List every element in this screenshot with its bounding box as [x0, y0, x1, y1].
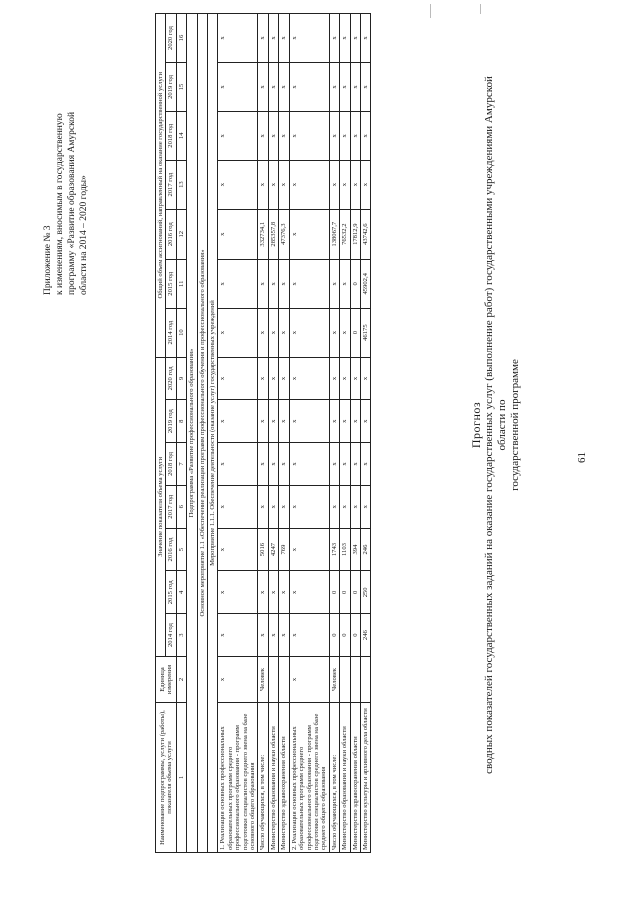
- row-value: 0: [350, 571, 360, 614]
- row-value: х: [279, 485, 289, 528]
- header-col-number: 9: [176, 357, 186, 400]
- header-col-number: 11: [176, 259, 186, 308]
- row-value: х: [218, 485, 258, 528]
- row-value: х: [258, 63, 268, 112]
- header-volume-group: Значение показателя объема услуги: [156, 357, 166, 656]
- row-value: х: [350, 485, 360, 528]
- title-line: Прогноз: [469, 401, 483, 449]
- row-value: х: [360, 400, 370, 443]
- row-value: х: [258, 571, 268, 614]
- appendix-line: к изменениям, вносимым в государственную: [55, 113, 65, 295]
- row-value: х: [218, 259, 258, 308]
- row-value: х: [360, 443, 370, 486]
- row-value: х: [268, 63, 278, 112]
- row-value: 0: [340, 614, 350, 657]
- row-unit: [279, 657, 289, 703]
- row-value: х: [218, 357, 258, 400]
- row-value: х: [289, 485, 329, 528]
- row-unit: Человек: [258, 657, 268, 703]
- row-name: Число обучающихся, в том числе:: [329, 703, 339, 853]
- row-value: х: [340, 308, 350, 357]
- row-value: х: [350, 443, 360, 486]
- row-value: х: [268, 259, 278, 308]
- row-value: х: [279, 308, 289, 357]
- appendix-header: [42, 55, 90, 295]
- row-value: х: [350, 357, 360, 400]
- row-value: х: [340, 14, 350, 63]
- row-value: х: [340, 63, 350, 112]
- table-row: [350, 14, 360, 853]
- header-col-number: 13: [176, 160, 186, 209]
- header-year: 2017 год: [166, 160, 176, 209]
- row-value: х: [289, 528, 329, 571]
- header-col-number: 1: [176, 703, 186, 853]
- row-value: х: [329, 357, 339, 400]
- row-value: х: [258, 308, 268, 357]
- row-unit: [268, 657, 278, 703]
- row-value: х: [218, 111, 258, 160]
- row-value: х: [289, 259, 329, 308]
- row-value: 4247: [268, 528, 278, 571]
- row-unit: х: [218, 657, 258, 703]
- row-value: х: [279, 63, 289, 112]
- row-value: 0: [329, 614, 339, 657]
- row-value: х: [279, 614, 289, 657]
- title-line: государственной программе: [509, 359, 521, 491]
- row-value: 394: [350, 528, 360, 571]
- page-number: 61: [576, 452, 588, 463]
- row-value: х: [218, 571, 258, 614]
- row-value: 0: [350, 614, 360, 657]
- row-value: 0: [350, 308, 360, 357]
- header-col-number: 3: [176, 614, 186, 657]
- row-value: 250: [360, 571, 370, 614]
- header-col-number: 10: [176, 308, 186, 357]
- row-value: х: [258, 14, 268, 63]
- section-row: [187, 14, 197, 853]
- header-col-number: 14: [176, 111, 186, 160]
- row-name: Министерство здравоохранения области: [350, 703, 360, 853]
- row-value: х: [289, 209, 329, 259]
- row-value: х: [268, 571, 278, 614]
- header-cost-group: Общий объем ассигнований, направленный на оказание государственной услуги: [156, 14, 166, 358]
- header-numbers-row: [176, 14, 186, 853]
- row-value: х: [279, 111, 289, 160]
- row-value: 246: [360, 528, 370, 571]
- row-value: х: [329, 63, 339, 112]
- table-row: [218, 14, 258, 853]
- row-value: х: [279, 259, 289, 308]
- header-year: 2015 год: [166, 571, 176, 614]
- row-value: х: [268, 485, 278, 528]
- table-row: [279, 14, 289, 853]
- row-value: 46175: [360, 308, 370, 357]
- row-value: х: [218, 443, 258, 486]
- row-value: х: [289, 63, 329, 112]
- header-year: 2017 год: [166, 485, 176, 528]
- table-row: [329, 14, 339, 853]
- row-value: х: [218, 528, 258, 571]
- table-row: [289, 14, 329, 853]
- header-col-number: 6: [176, 485, 186, 528]
- header-unit-column: Единица измерения: [156, 657, 177, 703]
- row-name: 2. Реализация основных профессиональных образовательных программ среднего профессионального образования - программ подготовки специалистов среднего звена на базе среднего общего образования: [289, 703, 329, 853]
- row-value: х: [289, 443, 329, 486]
- row-value: х: [340, 160, 350, 209]
- header-year: 2016 год: [166, 528, 176, 571]
- row-name: Министерство образования и науки области: [340, 703, 350, 853]
- row-value: 0: [329, 571, 339, 614]
- appendix-line: области на 2014 – 2020 годы»: [79, 175, 89, 295]
- header-year: 2015 год: [166, 259, 176, 308]
- appendix-line: Приложение № 3: [43, 225, 53, 295]
- row-value: х: [279, 14, 289, 63]
- row-value: х: [268, 400, 278, 443]
- row-value: х: [258, 160, 268, 209]
- header-year: 2014 год: [166, 308, 176, 357]
- row-value: х: [279, 571, 289, 614]
- row-value: х: [218, 400, 258, 443]
- row-value: х: [329, 111, 339, 160]
- header-year: 2020 год: [166, 14, 176, 63]
- row-name: Министерство здравоохранения области: [279, 703, 289, 853]
- row-value: х: [340, 111, 350, 160]
- header-year: 2019 год: [166, 63, 176, 112]
- header-name-column: Наименование подпрограммы, услуги (работы), показателя объема услуги: [156, 703, 177, 853]
- row-value: х: [329, 259, 339, 308]
- row-name: Число обучающихся, в том числе:: [258, 703, 268, 853]
- row-value: х: [268, 111, 278, 160]
- row-value: х: [258, 259, 268, 308]
- row-value: х: [279, 160, 289, 209]
- row-value: х: [268, 160, 278, 209]
- header-year: 2014 год: [166, 614, 176, 657]
- document-title: [470, 75, 522, 775]
- header-col-number: 2: [176, 657, 186, 703]
- row-value: х: [268, 357, 278, 400]
- table-row: [340, 14, 350, 853]
- row-unit: [350, 657, 360, 703]
- row-value: х: [279, 400, 289, 443]
- section-title: Мероприятие 1.1.1. Обеспечение деятельности (оказание услуг) государственных учреждений: [208, 14, 218, 853]
- row-name: 1. Реализация основных профессиональных образовательных программ среднего профессионального образования - программ подготовки специалистов среднего звена на базе основного общего образования: [218, 703, 258, 853]
- header-col-number: 12: [176, 209, 186, 259]
- row-value: 0: [340, 571, 350, 614]
- row-value: х: [329, 160, 339, 209]
- row-value: х: [350, 160, 360, 209]
- header-col-number: 8: [176, 400, 186, 443]
- row-value: х: [218, 160, 258, 209]
- row-value: х: [289, 308, 329, 357]
- row-value: 45902,4: [360, 259, 370, 308]
- row-value: х: [218, 614, 258, 657]
- header-col-number: 4: [176, 571, 186, 614]
- row-value: х: [350, 111, 360, 160]
- row-value: х: [340, 259, 350, 308]
- row-value: 769: [279, 528, 289, 571]
- row-value: х: [289, 571, 329, 614]
- row-unit: Человек: [329, 657, 339, 703]
- row-value: х: [258, 111, 268, 160]
- table-row: [360, 14, 370, 853]
- row-value: 138067,7: [329, 209, 339, 259]
- forecast-table: [155, 13, 371, 853]
- row-value: х: [350, 63, 360, 112]
- row-value: х: [360, 485, 370, 528]
- header-col-number: 5: [176, 528, 186, 571]
- row-value: х: [279, 443, 289, 486]
- row-value: 17812,9: [350, 209, 360, 259]
- section-title: Подпрограмма «Развитие профессионального образования»: [187, 14, 197, 853]
- row-unit: [340, 657, 350, 703]
- row-value: х: [289, 111, 329, 160]
- header-year: 2016 год: [166, 209, 176, 259]
- row-value: х: [340, 443, 350, 486]
- row-value: х: [268, 308, 278, 357]
- header-col-number: 15: [176, 63, 186, 112]
- table-row: [258, 14, 268, 853]
- row-value: х: [340, 485, 350, 528]
- row-value: х: [289, 14, 329, 63]
- appendix-line: программу «Развитие образования Амурской: [67, 111, 77, 295]
- section-title: Основное мероприятие 1.1 «Обеспечение реализации программ профессионального обучения и профессионального образования»: [197, 14, 207, 853]
- header-year: 2018 год: [166, 111, 176, 160]
- row-value: х: [218, 308, 258, 357]
- row-value: х: [218, 63, 258, 112]
- row-value: х: [329, 485, 339, 528]
- section-row: [208, 14, 218, 853]
- row-value: х: [360, 14, 370, 63]
- row-value: х: [258, 443, 268, 486]
- row-value: х: [289, 160, 329, 209]
- row-name: Министерство образования и науки области: [268, 703, 278, 853]
- row-value: х: [218, 209, 258, 259]
- section-row: [197, 14, 207, 853]
- row-value: х: [218, 14, 258, 63]
- row-value: х: [258, 485, 268, 528]
- row-value: х: [289, 357, 329, 400]
- row-value: х: [350, 14, 360, 63]
- header-row: [156, 14, 166, 853]
- row-value: х: [279, 357, 289, 400]
- row-value: х: [289, 400, 329, 443]
- row-value: х: [258, 614, 268, 657]
- row-value: х: [340, 357, 350, 400]
- row-value: х: [360, 111, 370, 160]
- row-value: х: [329, 443, 339, 486]
- header-col-number: 16: [176, 14, 186, 63]
- row-value: х: [360, 357, 370, 400]
- row-value: 0: [350, 259, 360, 308]
- row-unit: [360, 657, 370, 703]
- table-row: [268, 14, 278, 853]
- row-value: х: [268, 14, 278, 63]
- row-value: х: [350, 400, 360, 443]
- row-value: х: [329, 14, 339, 63]
- row-value: х: [360, 63, 370, 112]
- title-line: сводных показателей государственных заданий на оказание государственных услуг (выполнение работ) государственными учреждениями Амурской области по: [483, 76, 508, 774]
- row-value: х: [258, 400, 268, 443]
- row-name: Министерство культуры и архивного дела области: [360, 703, 370, 853]
- row-value: х: [268, 443, 278, 486]
- row-value: х: [258, 357, 268, 400]
- row-value: 1743: [329, 528, 339, 571]
- row-value: 1103: [340, 528, 350, 571]
- header-year: 2020 год: [166, 357, 176, 400]
- row-value: х: [329, 400, 339, 443]
- row-value: 5016: [258, 528, 268, 571]
- row-value: 47376,3: [279, 209, 289, 259]
- row-value: 43742,6: [360, 209, 370, 259]
- row-value: 246: [360, 614, 370, 657]
- row-value: 76532,2: [340, 209, 350, 259]
- row-value: 332734,1: [258, 209, 268, 259]
- row-value: х: [268, 614, 278, 657]
- header-year: 2018 год: [166, 443, 176, 486]
- row-value: х: [340, 400, 350, 443]
- row-value: х: [289, 614, 329, 657]
- row-unit: х: [289, 657, 329, 703]
- row-value: 285357,8: [268, 209, 278, 259]
- header-year: 2019 год: [166, 400, 176, 443]
- row-value: х: [329, 308, 339, 357]
- row-value: х: [360, 160, 370, 209]
- header-col-number: 7: [176, 443, 186, 486]
